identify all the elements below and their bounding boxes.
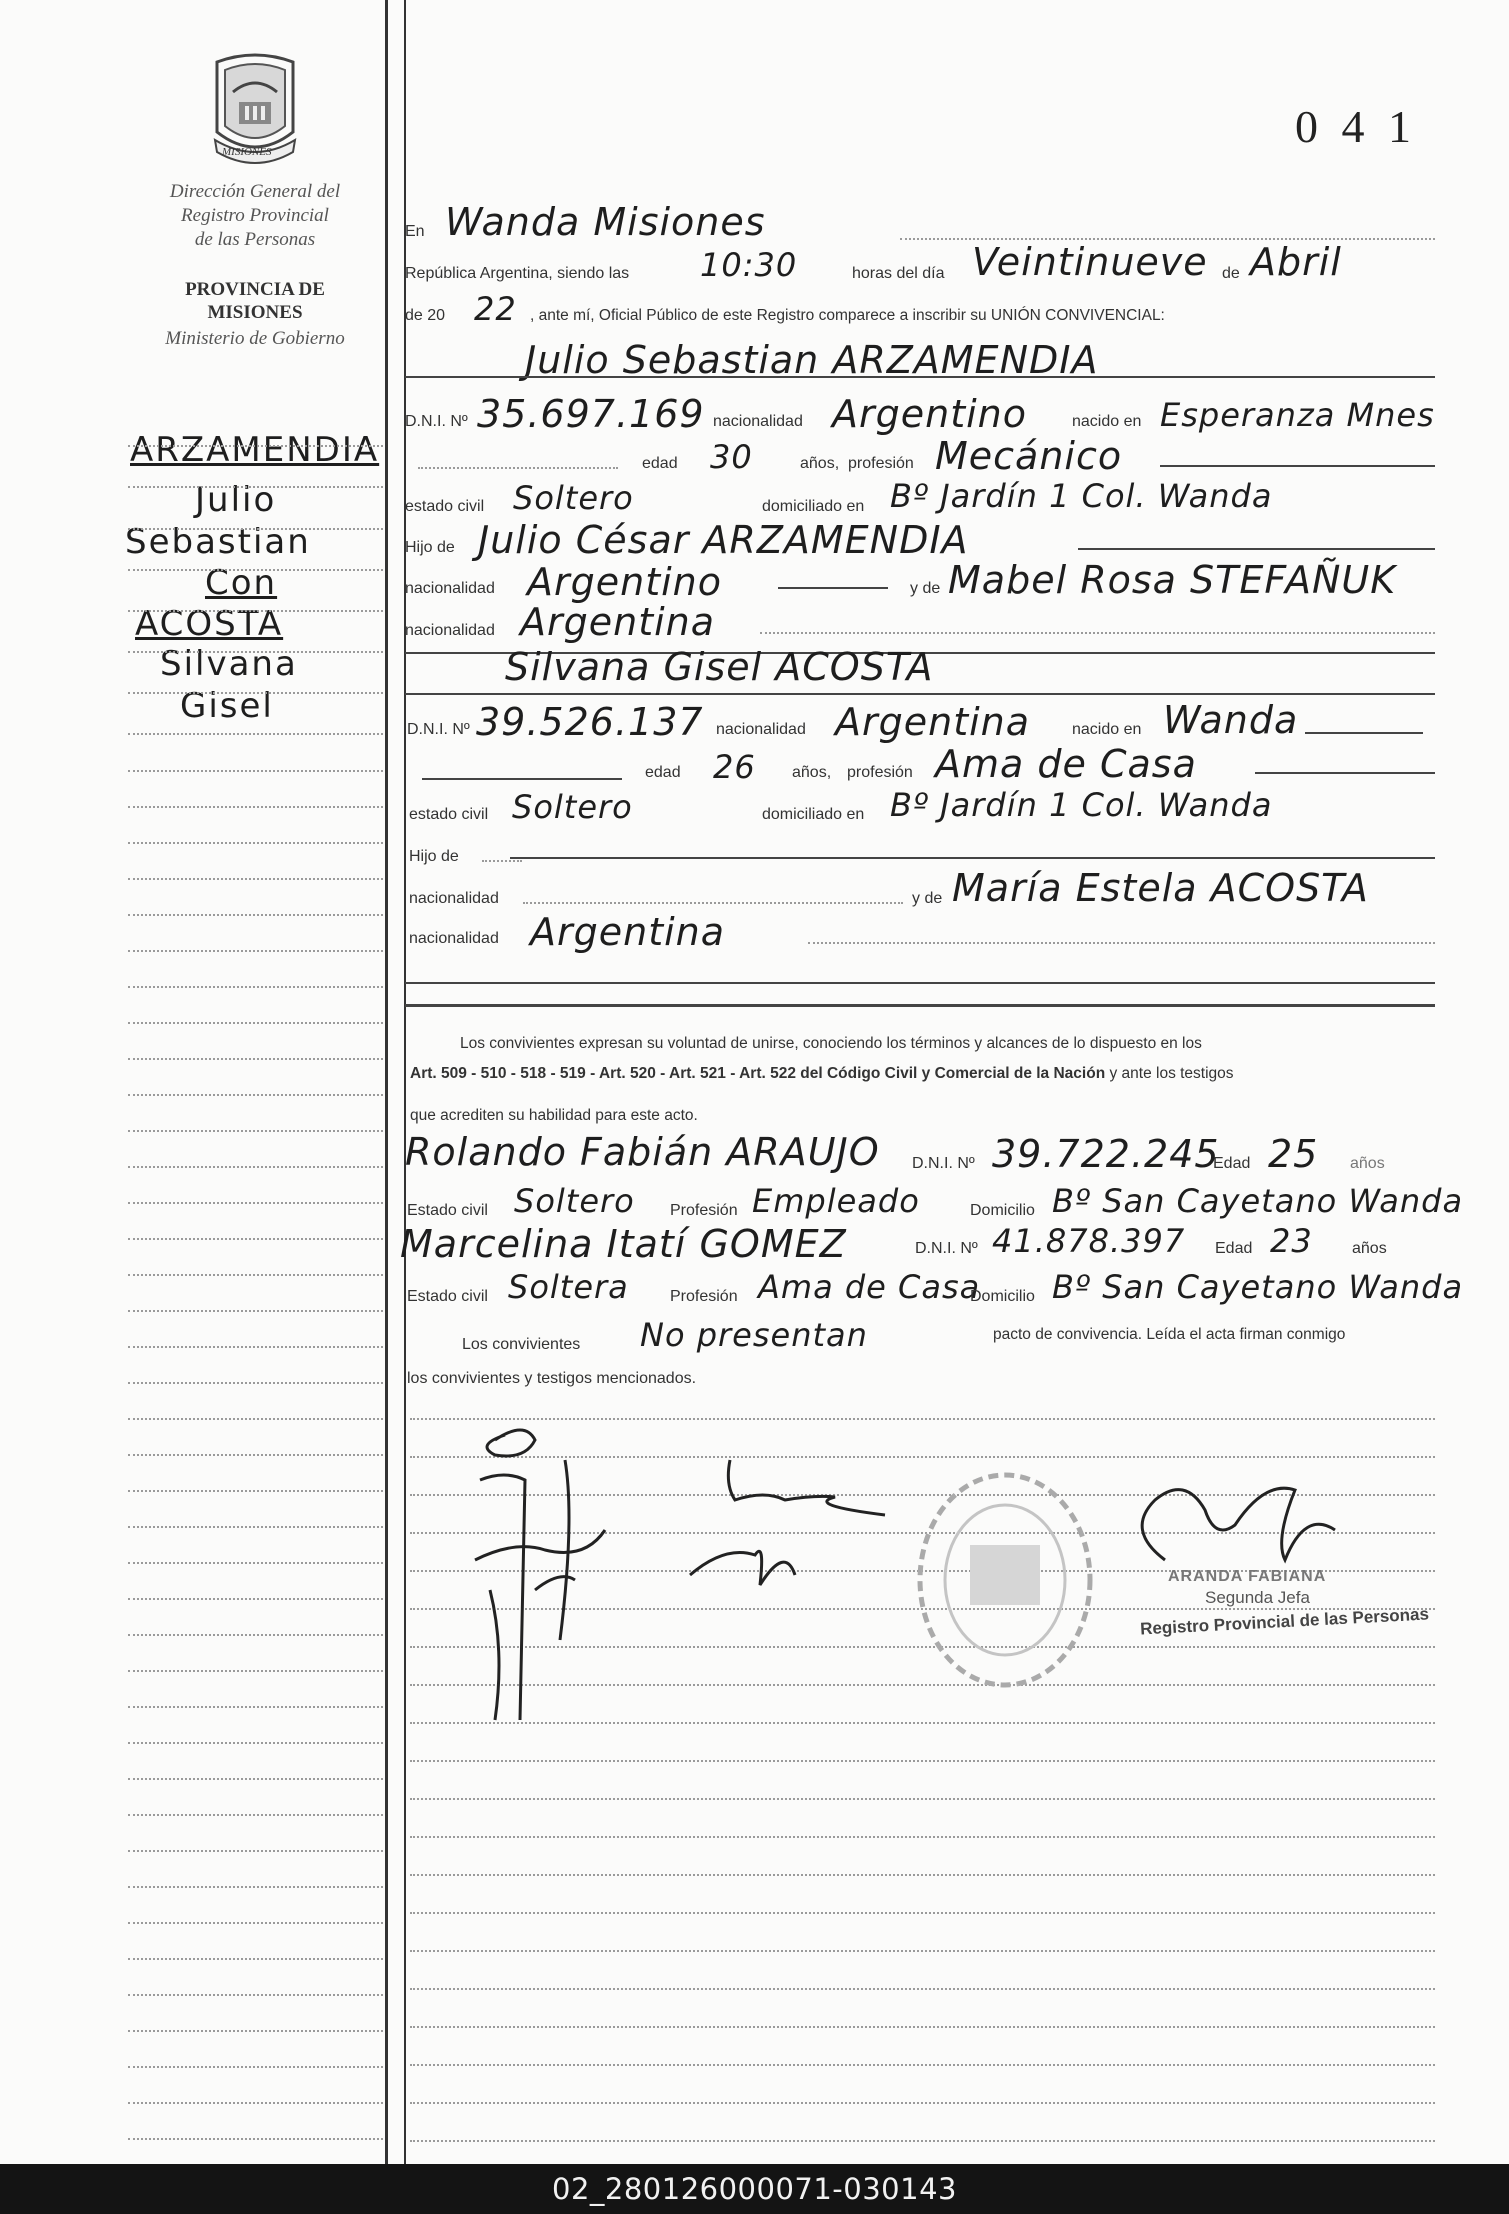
estado-civil-label: estado civil bbox=[405, 498, 485, 515]
domiciliado-label: domiciliado en bbox=[762, 498, 865, 515]
person2-mother: María Estela ACOSTA bbox=[952, 866, 1369, 910]
witness-edad-label: Edad bbox=[1213, 1155, 1251, 1172]
signature-convivientes bbox=[465, 1420, 645, 1740]
person2-profession: Ama de Casa bbox=[935, 742, 1197, 786]
witness-edad-label: Edad bbox=[1215, 1240, 1253, 1257]
stamp-name: ARANDA FABIANA bbox=[1168, 1568, 1327, 1585]
nacionalidad-label: nacionalidad bbox=[405, 580, 495, 597]
dni-label: D.N.I. Nº bbox=[407, 721, 470, 738]
margin-note-name1a: Julio bbox=[195, 480, 277, 520]
margin-note-name1b: Sebastian bbox=[125, 522, 311, 562]
document-footer-code: 02_280126000071-030143 bbox=[0, 2164, 1509, 2214]
witness-domicilio-label: Domicilio bbox=[970, 1288, 1035, 1305]
header-line-1: Dirección General del bbox=[169, 181, 341, 202]
edad-label: edad bbox=[642, 455, 678, 472]
seal-ribbon-text: MISIONES bbox=[222, 146, 272, 158]
hour-value: 10:30 bbox=[700, 246, 798, 284]
margin-note-name2b: Gisel bbox=[180, 686, 274, 726]
hijo-de-label: Hijo de bbox=[409, 848, 459, 865]
witness2-civil-status: Soltera bbox=[508, 1268, 629, 1306]
person1-name: Julio Sebastian ARZAMENDIA bbox=[525, 338, 1099, 382]
signature-witnesses bbox=[685, 1455, 895, 1595]
en-label: En bbox=[405, 223, 425, 240]
witness-anios-label: años bbox=[1352, 1240, 1387, 1257]
anios-label: años, bbox=[800, 455, 840, 472]
person1-father: Julio César ARZAMENDIA bbox=[478, 518, 969, 562]
witness1-name: Rolando Fabián ARAUJO bbox=[405, 1130, 880, 1174]
horas-label: horas del día bbox=[852, 265, 945, 282]
place-value: Wanda Misiones bbox=[445, 200, 766, 244]
person1-age: 30 bbox=[710, 438, 753, 476]
header-line-2: Registro Provincial bbox=[181, 205, 329, 226]
person2-age: 26 bbox=[713, 748, 756, 786]
statement-line-1: Los convivientes expresan su voluntad de unirse, conociendo los términos y alcances de lo dispuesto en los bbox=[460, 1035, 1202, 1052]
hijo-de-label: Hijo de bbox=[405, 539, 455, 556]
nacido-label: nacido en bbox=[1072, 721, 1142, 738]
witness-profesion-label: Profesión bbox=[670, 1202, 738, 1219]
y-de-label: y de bbox=[912, 890, 943, 907]
witness-dni-label: D.N.I. Nº bbox=[915, 1240, 978, 1257]
round-stamp-icon bbox=[910, 1465, 1100, 1695]
witness1-dni: 39.722.245 bbox=[992, 1132, 1220, 1176]
comparece-text: , ante mí, Oficial Público de este Registro comparece a inscribir su UNIÓN CONVIVENCIAL: bbox=[530, 307, 1165, 324]
year-prefix: de 20 bbox=[405, 307, 446, 324]
nacionalidad-label: nacionalidad bbox=[716, 721, 806, 738]
closing-text: los convivientes y testigos mencionados. bbox=[407, 1370, 697, 1387]
header-line-3: de las Personas bbox=[194, 229, 316, 250]
de-label: de bbox=[1222, 265, 1240, 282]
witness2-age: 23 bbox=[1270, 1222, 1313, 1260]
witness2-name: Marcelina Itatí GOMEZ bbox=[400, 1222, 847, 1266]
dni-label: D.N.I. Nº bbox=[405, 413, 468, 430]
person1-nationality: Argentino bbox=[832, 392, 1027, 436]
profesion-label: profesión bbox=[847, 764, 913, 781]
stamp-title: Segunda Jefa bbox=[1205, 1588, 1310, 1607]
witness-dni-label: D.N.I. Nº bbox=[912, 1155, 975, 1172]
witness2-address: Bº San Cayetano Wanda bbox=[1052, 1268, 1464, 1306]
witness1-civil-status: Soltero bbox=[514, 1182, 635, 1220]
ministry-label: Ministerio de Gobierno bbox=[165, 328, 345, 349]
witness-anios-label: años bbox=[1350, 1155, 1385, 1172]
republica-label: República Argentina, siendo las bbox=[405, 265, 630, 282]
margin-note-con: Con bbox=[205, 563, 278, 603]
margin-note-surname1: ARZAMENDIA bbox=[130, 430, 380, 470]
statement-witnesses: y ante los testigos bbox=[1105, 1065, 1234, 1082]
person1-address: Bº Jardín 1 Col. Wanda bbox=[890, 477, 1273, 515]
anios-label: años, bbox=[792, 764, 832, 781]
edad-label: edad bbox=[645, 764, 681, 781]
person2-address: Bº Jardín 1 Col. Wanda bbox=[890, 786, 1273, 824]
person1-profession: Mecánico bbox=[935, 434, 1123, 478]
witness-profesion-label: Profesión bbox=[670, 1288, 738, 1305]
margin-note-surname2: ACOSTA bbox=[135, 604, 284, 644]
person1-mother-nationality: Argentina bbox=[520, 600, 716, 644]
person2-mother-nationality: Argentina bbox=[530, 910, 726, 954]
province-line-2: MISIONES bbox=[207, 302, 303, 323]
person1-birthplace: Esperanza Mnes bbox=[1160, 396, 1435, 434]
nacido-label: nacido en bbox=[1072, 413, 1142, 430]
witness2-profession: Ama de Casa bbox=[758, 1268, 981, 1306]
statement-line-3: que acrediten su habilidad para este acto. bbox=[410, 1107, 698, 1124]
nacionalidad-label: nacionalidad bbox=[713, 413, 803, 430]
margin-note-name2a: Silvana bbox=[160, 644, 298, 684]
pact-rest: pacto de convivencia. Leída el acta firman conmigo bbox=[993, 1326, 1346, 1343]
person1-civil-status: Soltero bbox=[513, 479, 634, 517]
y-de-label: y de bbox=[910, 580, 941, 597]
witness-estado-civil-label: Estado civil bbox=[407, 1202, 488, 1219]
act-number: 0 4 1 bbox=[1295, 101, 1417, 152]
person2-name: Silvana Gisel ACOSTA bbox=[505, 645, 934, 689]
witness1-profession: Empleado bbox=[752, 1182, 920, 1220]
stamp-office: Registro Provincial de las Personas bbox=[1139, 1604, 1430, 1639]
nacionalidad-label: nacionalidad bbox=[409, 890, 499, 907]
statement-articles: Art. 509 - 510 - 518 - 519 - Art. 520 - Art. 521 - Art. 522 del Código Civil y Comercial de la Nación bbox=[410, 1065, 1106, 1082]
statement-line-2 bbox=[410, 1065, 1234, 1083]
witness-domicilio-label: Domicilio bbox=[970, 1202, 1035, 1219]
person2-nationality: Argentina bbox=[835, 700, 1031, 744]
person1-dni: 35.697.169 bbox=[477, 392, 705, 436]
nacionalidad-label: nacionalidad bbox=[409, 930, 499, 947]
estado-civil-label: estado civil bbox=[409, 806, 489, 823]
margin-rule-left bbox=[385, 0, 388, 2164]
year-value: 22 bbox=[474, 290, 517, 328]
month-value: Abril bbox=[1250, 240, 1342, 284]
person1-father-nationality: Argentino bbox=[527, 560, 722, 604]
witness1-age: 25 bbox=[1268, 1132, 1319, 1176]
person2-birthplace: Wanda bbox=[1163, 698, 1299, 742]
pact-value: No presentan bbox=[640, 1316, 868, 1354]
pact-label: Los convivientes bbox=[462, 1336, 581, 1353]
domiciliado-label: domiciliado en bbox=[762, 806, 865, 823]
nacionalidad-label: nacionalidad bbox=[405, 622, 495, 639]
profesion-label: profesión bbox=[848, 455, 914, 472]
person2-dni: 39.526.137 bbox=[476, 700, 704, 744]
witness-estado-civil-label: Estado civil bbox=[407, 1288, 488, 1305]
person1-mother: Mabel Rosa STEFAÑUK bbox=[948, 558, 1397, 602]
province-line-1: PROVINCIA DE bbox=[185, 279, 325, 300]
witness2-dni: 41.878.397 bbox=[992, 1222, 1186, 1260]
day-value: Veintinueve bbox=[972, 240, 1208, 284]
witness1-address: Bº San Cayetano Wanda bbox=[1052, 1182, 1464, 1220]
person2-civil-status: Soltero bbox=[512, 788, 633, 826]
